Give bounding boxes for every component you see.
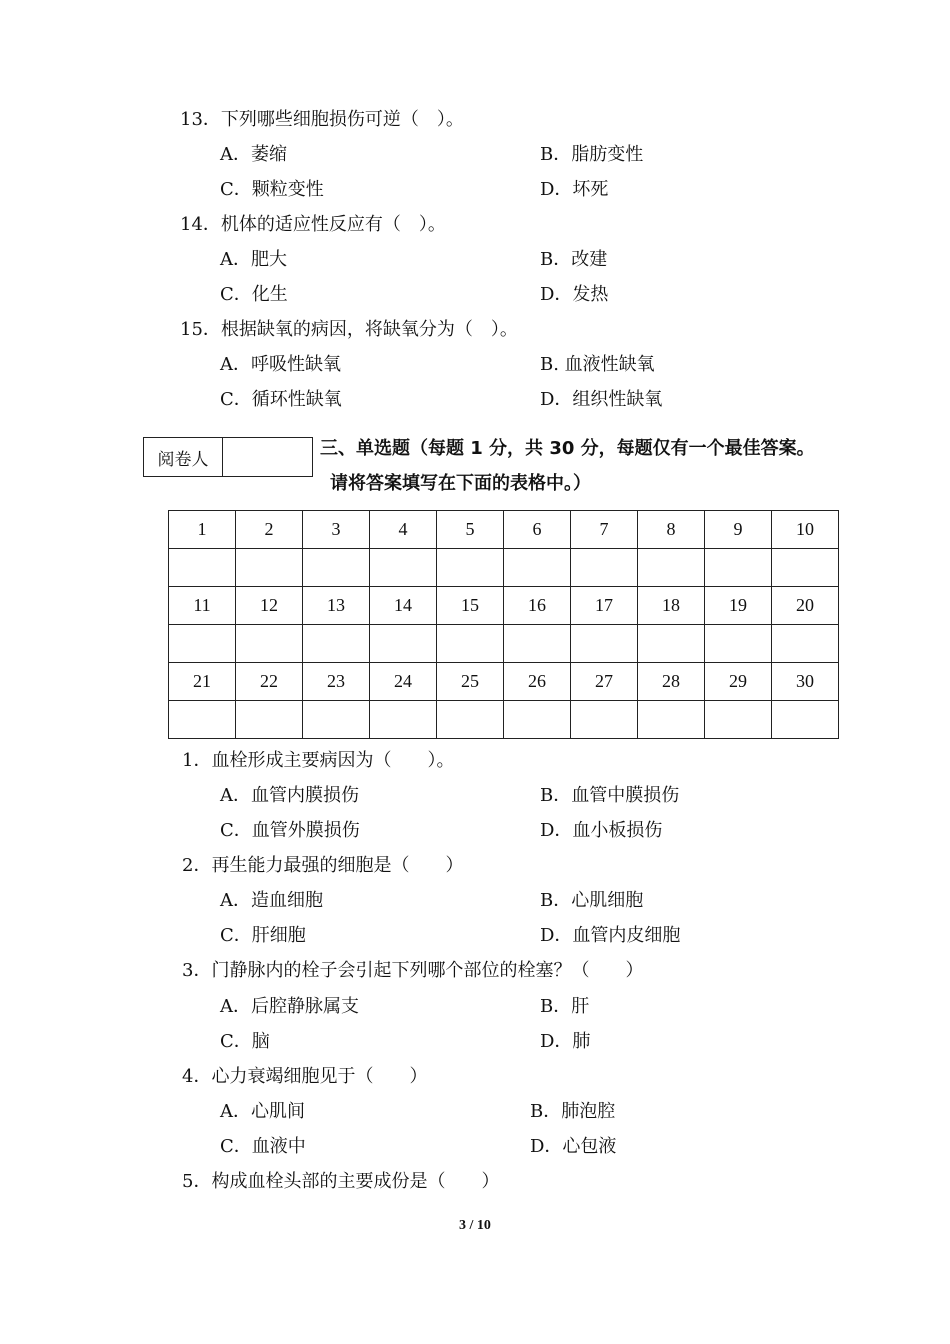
answer-cell[interactable] <box>504 549 571 587</box>
question-number: 18 <box>638 587 705 625</box>
section-3-title: 三、单选题（每题 1 分，共 30 分，每题仅有一个最佳答案。 <box>320 438 815 459</box>
question-15-option-c: C．循环性缺氧 <box>220 389 342 410</box>
answer-cell[interactable] <box>236 549 303 587</box>
question-1-option-b: B．血管中膜损伤 <box>540 785 680 806</box>
question-13-option-a: A．萎缩 <box>220 144 287 165</box>
grader-signature-field[interactable] <box>223 438 312 476</box>
answer-cell[interactable] <box>504 701 571 739</box>
question-14-stem: 14．机体的适应性反应有（ ）。 <box>180 214 446 235</box>
question-15-option-d: D．组织性缺氧 <box>540 389 663 410</box>
question-number: 24 <box>370 663 437 701</box>
answer-cell[interactable] <box>437 625 504 663</box>
answer-table-number-row <box>169 511 839 549</box>
question-number: 29 <box>705 663 772 701</box>
question-number: 28 <box>638 663 705 701</box>
question-14-option-d: D．发热 <box>540 284 609 305</box>
question-4-option-c: C．血液中 <box>220 1136 306 1157</box>
question-number: 2 <box>236 511 303 549</box>
answer-table-answer-row <box>169 549 839 587</box>
question-14-option-a: A．肥大 <box>220 249 287 270</box>
answer-cell[interactable] <box>638 701 705 739</box>
question-15-option-b: B. 血液性缺氧 <box>540 354 655 375</box>
question-number: 11 <box>169 587 236 625</box>
answer-table-answer-row <box>169 701 839 739</box>
question-number: 16 <box>504 587 571 625</box>
answer-cell[interactable] <box>571 549 638 587</box>
answer-cell[interactable] <box>772 625 839 663</box>
answer-cell[interactable] <box>236 701 303 739</box>
answer-cell[interactable] <box>705 701 772 739</box>
question-number: 30 <box>772 663 839 701</box>
question-1-option-d: D．血小板损伤 <box>540 820 663 841</box>
grader-label: 阅卷人 <box>144 438 223 476</box>
question-13-stem: 13．下列哪些细胞损伤可逆（ ）。 <box>180 109 464 130</box>
answer-cell[interactable] <box>504 625 571 663</box>
question-15-stem: 15．根据缺氧的病因，将缺氧分为（ ）。 <box>180 319 518 340</box>
question-3-option-d: D．肺 <box>540 1031 591 1052</box>
question-3-option-b: B．肝 <box>540 996 590 1017</box>
question-14-option-b: B．改建 <box>540 249 608 270</box>
question-1-option-c: C．血管外膜损伤 <box>220 820 360 841</box>
question-3-option-a: A．后腔静脉属支 <box>220 996 359 1017</box>
answer-cell[interactable] <box>772 701 839 739</box>
question-2-option-c: C．肝细胞 <box>220 925 306 946</box>
answer-table-number-row <box>169 663 839 701</box>
answer-cell[interactable] <box>169 625 236 663</box>
question-number: 4 <box>370 511 437 549</box>
question-number: 13 <box>303 587 370 625</box>
question-number: 27 <box>571 663 638 701</box>
answer-cell[interactable] <box>370 701 437 739</box>
question-2-option-a: A．造血细胞 <box>220 890 323 911</box>
question-3-option-c: C．脑 <box>220 1031 270 1052</box>
answer-cell[interactable] <box>236 625 303 663</box>
question-number: 6 <box>504 511 571 549</box>
answer-cell[interactable] <box>638 625 705 663</box>
page-number: 3 / 10 <box>459 1218 491 1233</box>
question-2-option-b: B．心肌细胞 <box>540 890 644 911</box>
question-number: 3 <box>303 511 370 549</box>
question-number: 1 <box>169 511 236 549</box>
answer-cell[interactable] <box>638 549 705 587</box>
answer-cell[interactable] <box>303 701 370 739</box>
question-number: 14 <box>370 587 437 625</box>
section-3-instruction: 请将答案填写在下面的表格中。） <box>330 473 591 494</box>
answer-table <box>168 510 839 739</box>
answer-cell[interactable] <box>571 625 638 663</box>
answer-cell[interactable] <box>571 701 638 739</box>
answer-cell[interactable] <box>169 549 236 587</box>
question-number: 25 <box>437 663 504 701</box>
question-1-stem: 1．血栓形成主要病因为（ ）。 <box>182 750 455 771</box>
question-number: 15 <box>437 587 504 625</box>
question-15-option-a: A．呼吸性缺氧 <box>220 354 341 375</box>
question-4-option-d: D．心包液 <box>530 1136 617 1157</box>
answer-cell[interactable] <box>772 549 839 587</box>
question-1-option-a: A．血管内膜损伤 <box>220 785 359 806</box>
question-number: 8 <box>638 511 705 549</box>
question-number: 21 <box>169 663 236 701</box>
question-13-option-b: B．脂肪变性 <box>540 144 644 165</box>
question-5-stem: 5．构成血栓头部的主要成份是（ ） <box>182 1171 500 1192</box>
answer-cell[interactable] <box>437 549 504 587</box>
answer-cell[interactable] <box>370 625 437 663</box>
answer-cell[interactable] <box>370 549 437 587</box>
question-2-stem: 2．再生能力最强的细胞是（ ） <box>182 855 464 876</box>
question-number: 5 <box>437 511 504 549</box>
question-number: 17 <box>571 587 638 625</box>
question-number: 9 <box>705 511 772 549</box>
answer-cell[interactable] <box>169 701 236 739</box>
answer-table-answer-row <box>169 625 839 663</box>
answer-cell[interactable] <box>705 625 772 663</box>
question-number: 20 <box>772 587 839 625</box>
question-4-stem: 4．心力衰竭细胞见于（ ） <box>182 1066 428 1087</box>
question-13-option-d: D．坏死 <box>540 179 609 200</box>
answer-cell[interactable] <box>303 625 370 663</box>
answer-cell[interactable] <box>303 549 370 587</box>
question-number: 7 <box>571 511 638 549</box>
question-number: 10 <box>772 511 839 549</box>
grader-box <box>143 437 313 477</box>
question-2-option-d: D．血管内皮细胞 <box>540 925 681 946</box>
answer-cell[interactable] <box>705 549 772 587</box>
question-4-option-a: A．心肌间 <box>220 1101 305 1122</box>
question-number: 22 <box>236 663 303 701</box>
question-4-option-b: B．肺泡腔 <box>530 1101 616 1122</box>
answer-cell[interactable] <box>437 701 504 739</box>
answer-table-number-row <box>169 587 839 625</box>
question-13-option-c: C．颗粒变性 <box>220 179 324 200</box>
question-number: 12 <box>236 587 303 625</box>
question-3-stem: 3．门静脉内的栓子会引起下列哪个部位的栓塞？（ ） <box>182 960 644 981</box>
question-number: 19 <box>705 587 772 625</box>
question-number: 26 <box>504 663 571 701</box>
question-number: 23 <box>303 663 370 701</box>
question-14-option-c: C．化生 <box>220 284 288 305</box>
